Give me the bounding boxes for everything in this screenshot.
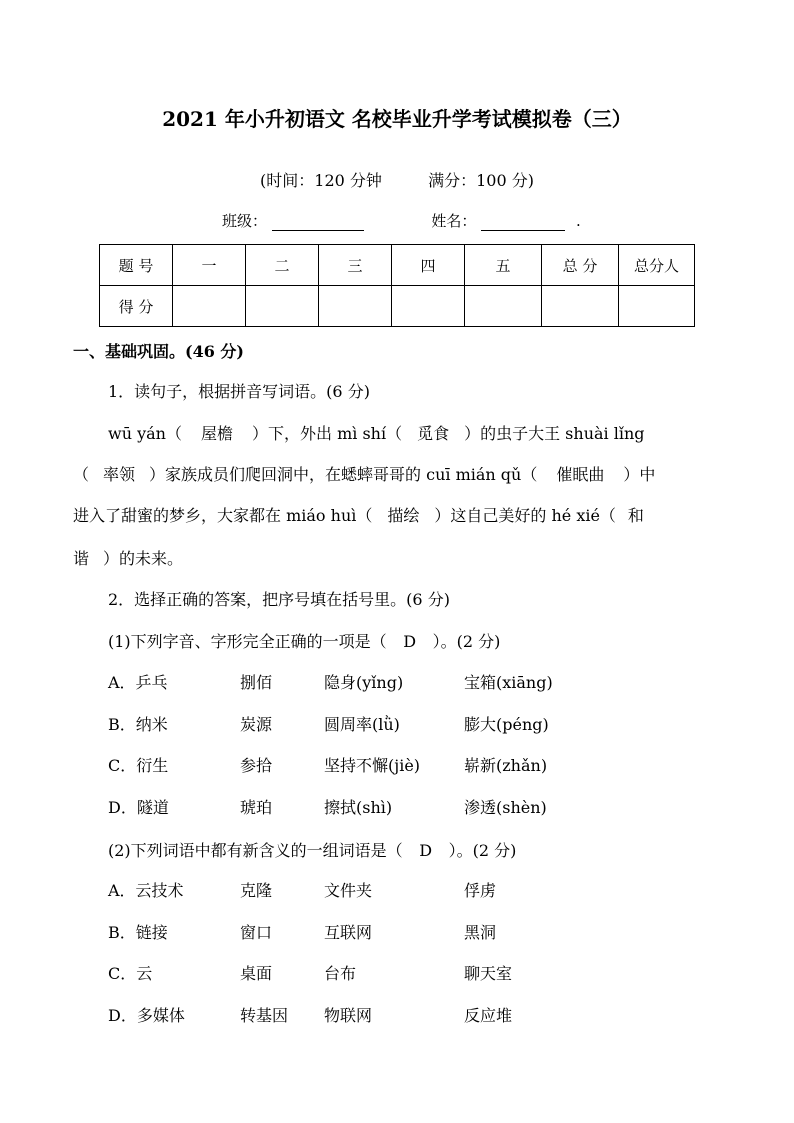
option-item: 隐身(yǐng) [324,673,404,692]
option-item: 台布 [324,964,357,983]
option-item: 桌面 [240,964,273,983]
class-blank[interactable] [272,212,364,231]
q1-answer: 和 [627,506,644,525]
option-item: 转基因 [240,1006,289,1025]
score-cell[interactable] [465,286,542,327]
class-label: 班级： [222,212,268,230]
q2-1-answer: D [403,632,417,651]
score-header-cell: 二 [246,245,319,286]
exam-time: (时间：120 分钟 [260,171,382,190]
score-table [99,244,695,327]
q1-text: 进入了甜蜜的梦乡，大家都在 miáo huì（ [73,506,373,525]
option-item: 圆周率(lǜ) [324,715,400,734]
option-item: 捌佰 [240,673,273,692]
score-header-cell: 总分人 [619,245,695,286]
option-item: 参拾 [240,756,273,775]
option-item: 物联网 [324,1006,373,1025]
option-label: A．云技术 [108,881,184,900]
option-row [108,920,668,942]
q1-line-4 [73,546,723,569]
q1-text: （ [73,465,90,484]
name-label: 姓名： [431,212,477,230]
option-item: 文件夹 [324,881,373,900]
question-1-prompt: 1．读句子，根据拼音写词语。(6 分) [108,382,370,401]
option-item: 俘虏 [464,881,497,900]
option-item: 渗透(shèn) [464,798,547,817]
option-row [108,753,668,775]
option-label: C．衍生 [108,756,169,775]
q1-answer: 率领 [103,465,136,484]
option-item: 聊天室 [464,964,513,983]
score-cell[interactable] [392,286,465,327]
option-label: B．链接 [108,923,168,942]
option-item: 反应堆 [464,1006,513,1025]
score-header-cell: 总 分 [542,245,619,286]
option-item: 坚持不懈(jiè) [324,756,421,775]
score-header-cell: 五 [465,245,542,286]
q1-text: ）下，外出 mì shí（ [251,424,403,443]
option-item: 崭新(zhǎn) [464,756,548,775]
q1-answer: 描绘 [387,506,420,525]
score-cell[interactable] [619,286,695,327]
q1-text: ）这自己美好的 hé xié（ [434,506,616,525]
option-row [108,1003,668,1025]
question-2-1-stem [108,629,500,652]
score-row-label: 得 分 [100,286,173,327]
q2-1-text: (1)下列字音、字形完全正确的一项是（ [108,632,387,651]
score-cell[interactable] [246,286,319,327]
option-item: 窗口 [240,923,273,942]
option-label: D．多媒体 [108,1006,185,1025]
exam-meta [0,168,794,191]
option-item: 膨大(péng) [464,715,549,734]
q1-answer: 屋檐 [200,424,233,443]
q1-line-2 [73,462,723,485]
option-label: C．云 [108,964,153,983]
student-info [222,210,581,231]
option-item: 擦拭(shì) [324,798,393,817]
name-end: . [575,212,581,230]
score-cell[interactable] [319,286,392,327]
option-row [108,670,668,692]
option-label: D．隧道 [108,798,169,817]
q1-line-1 [108,421,758,444]
score-value-row [100,286,695,327]
option-label: B．纳米 [108,715,168,734]
q2-2-answer: D [419,841,433,860]
q1-answer: 催眠曲 [556,465,605,484]
q1-text: ）中 [623,465,656,484]
option-item: 黑洞 [464,923,497,942]
option-item: 琥珀 [240,798,273,817]
q1-answer: 觅食 [417,424,450,443]
option-row [108,961,668,983]
option-item: 宝箱(xiāng) [464,673,553,692]
question-2-2-stem [108,838,516,861]
q1-line-3 [73,503,723,526]
score-header-cell: 四 [392,245,465,286]
option-label: A．乒乓 [108,673,168,692]
score-cell[interactable] [542,286,619,327]
option-row [108,795,668,817]
q2-2-text: ）。(2 分) [448,841,517,860]
option-item: 克隆 [240,881,273,900]
q1-text: wū yán（ [108,424,182,443]
option-item: 互联网 [324,923,373,942]
option-item: 炭源 [240,715,273,734]
q2-2-text: (2)下列词语中都有新含义的一组词语是（ [108,841,403,860]
score-header-row [100,245,695,286]
exam-full-score: 满分：100 分) [428,171,534,190]
question-2-prompt: 2．选择正确的答案，把序号填在括号里。(6 分) [108,590,450,609]
name-blank[interactable] [481,212,565,231]
exam-title: 2021 年小升初语文 名校毕业升学考试模拟卷（三） [162,107,632,131]
q1-answer: 谐 [73,549,90,568]
score-header-cell: 三 [319,245,392,286]
section-heading: 一、基础巩固。(46 分) [73,342,244,361]
score-header-cell: 题 号 [100,245,173,286]
option-row [108,712,668,734]
option-row [108,878,668,900]
q2-1-text: ）。(2 分) [432,632,501,651]
q1-text: ）的未来。 [103,549,184,568]
q1-text: ）的虫子大王 shuài lǐng [464,424,645,443]
score-cell[interactable] [173,286,246,327]
score-header-cell: 一 [173,245,246,286]
q1-text: ）家族成员们爬回洞中，在蟋蟀哥哥的 cuī mián qǔ（ [149,465,538,484]
